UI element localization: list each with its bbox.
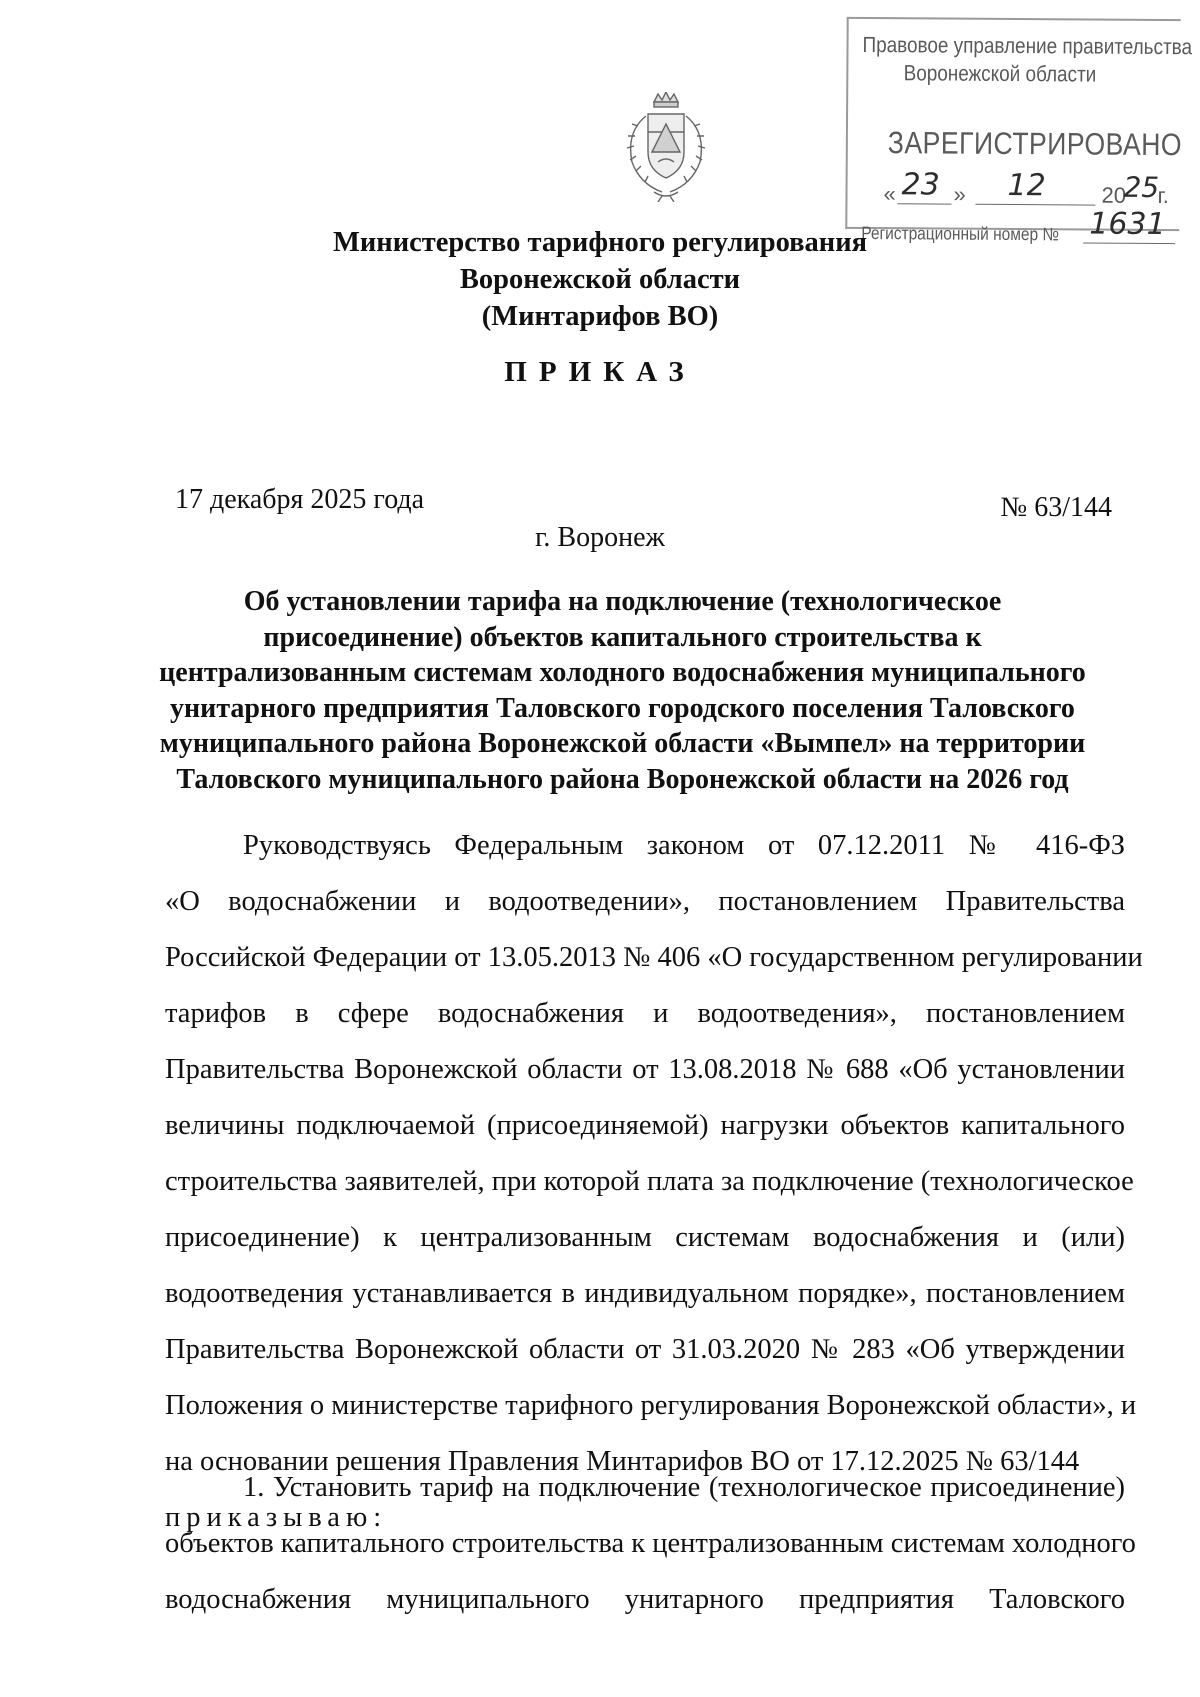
body-line: присоединение) к централизованным системам водоснабжения и (или) bbox=[165, 1222, 1125, 1253]
title-line: муниципального района Воронежской области «Вымпел» на территории bbox=[159, 728, 1086, 759]
order-verb: приказываю: bbox=[165, 1502, 388, 1533]
body-line: Правительства Воронежской области от 31.03.2020 № 283 «Об утверждении bbox=[165, 1334, 1125, 1365]
preamble-paragraph bbox=[165, 818, 1143, 1546]
body-line: Положения о министерстве тарифного регулирования Воронежской области», и bbox=[165, 1390, 1137, 1421]
stamp-status: ЗАРЕГИСТРИРОВАНО bbox=[887, 125, 1183, 163]
order-item-1 bbox=[165, 1460, 1136, 1628]
order-number: № 63/144 bbox=[1000, 492, 1112, 523]
title-line: Таловского муниципального района Воронежской области на 2026 год bbox=[176, 763, 1069, 795]
body-line: Руководствуясь Федеральным законом от 07.12.2011 № 416-ФЗ bbox=[243, 830, 1125, 861]
order-city: г. Воронеж bbox=[535, 522, 665, 553]
title-line: унитарного предприятия Таловского городского поселения Таловского bbox=[170, 692, 1075, 724]
body-line: Правительства Воронежской области от 13.08.2018 № 688 «Об установлении bbox=[165, 1054, 1125, 1085]
title-line: централизованным системам холодного водоснабжения муниципального bbox=[159, 657, 1086, 688]
stamp-month-line bbox=[975, 204, 1095, 206]
order-title bbox=[150, 584, 1095, 797]
stamp-organization bbox=[862, 31, 1193, 89]
ministry-abbreviation: (Минтарифов ВО) bbox=[481, 301, 719, 332]
ministry-name-line-2: Воронежской области bbox=[459, 264, 741, 295]
ministry-header bbox=[0, 224, 1200, 335]
body-line: Российской Федерации от 13.05.2013 № 406 «О государственном регулировании bbox=[165, 942, 1143, 973]
body-line: величины подключаемой (присоединяемой) нагрузки объектов капитального bbox=[165, 1110, 1125, 1141]
item-line: водоснабжения муниципального унитарного предприятия Таловского bbox=[165, 1584, 1125, 1615]
stamp-org-line-1: Правовое управление правительства bbox=[862, 31, 1193, 60]
stamp-day-line bbox=[897, 203, 951, 204]
body-line: тарифов в сфере водоснабжения и водоотведения», постановлением bbox=[165, 998, 1125, 1029]
item-line: 1. Установить тариф на подключение (технологическое присоединение) bbox=[243, 1472, 1125, 1503]
stamp-year-mark: г. bbox=[1157, 183, 1170, 209]
stamp-reg-label: Регистрационный номер № bbox=[861, 222, 1060, 245]
stamp-open-quote: « bbox=[883, 181, 896, 207]
stamp-month: 12 bbox=[1007, 167, 1046, 204]
stamp-date bbox=[883, 165, 1183, 211]
stamp-year-prefix: 20 bbox=[1101, 182, 1127, 208]
title-line: присоединение) объектов капитального строительства к bbox=[263, 621, 982, 653]
stamp-org-line-2: Воронежской области bbox=[903, 60, 1097, 87]
body-line: на основании решения Правления Минтарифов ВО от 17.12.2025 № 63/144 bbox=[165, 1446, 1080, 1477]
stamp-year-suffix: 25 bbox=[1123, 170, 1160, 205]
stamp-reg-number: 1631 bbox=[1089, 206, 1166, 243]
registration-stamp bbox=[845, 17, 1193, 245]
stamp-day: 23 bbox=[901, 167, 940, 203]
document-type: ПРИКАЗ bbox=[504, 356, 696, 388]
stamp-close-quote: » bbox=[953, 181, 966, 207]
item-line: объектов капитального строительства к централизованным системам холодного bbox=[165, 1528, 1136, 1559]
body-line: «О водоснабжении и водоотведении», постановлением Правительства bbox=[165, 886, 1125, 917]
order-date: 17 декабря 2025 года bbox=[175, 484, 425, 515]
title-line: Об установлении тарифа на подключение (технологическое bbox=[243, 586, 1002, 617]
body-line: водоотведения устанавливается в индивидуальном порядке», постановлением bbox=[165, 1278, 1125, 1309]
coat-of-arms-icon bbox=[618, 92, 714, 202]
body-line: строительства заявителей, при которой плата за подключение (технологическое bbox=[165, 1166, 1134, 1197]
ministry-name-line-1: Министерство тарифного регулирования bbox=[332, 227, 868, 258]
